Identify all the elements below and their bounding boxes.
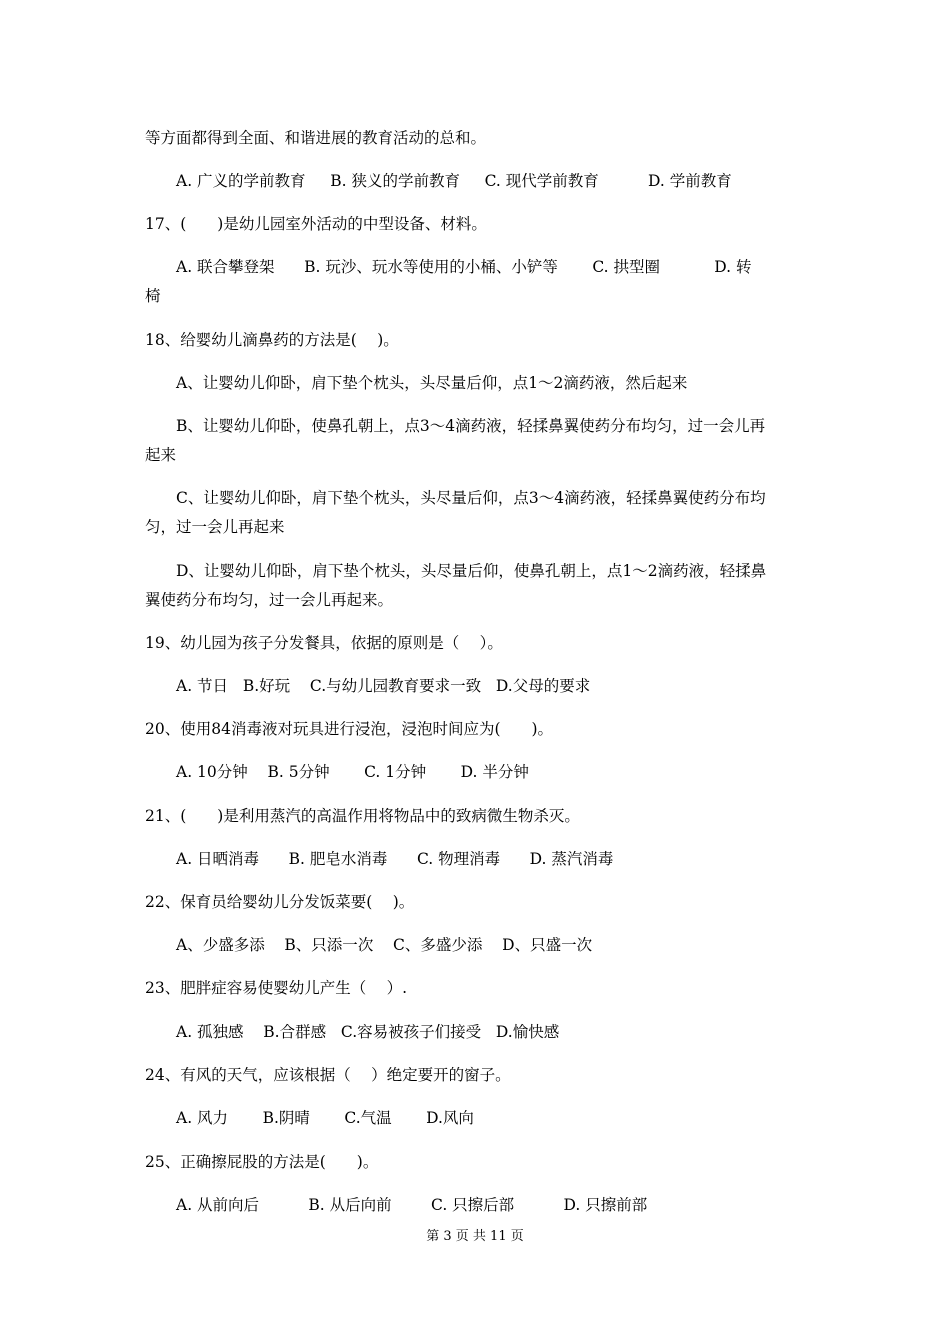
q21-option-d: D. 蒸汽消毒 xyxy=(529,850,614,868)
q22-option-b: B、只添一次 xyxy=(284,936,374,954)
question-16-options xyxy=(176,171,841,191)
q20-option-c: C. 1分钟 xyxy=(364,763,427,781)
q19-option-d: D.父母的要求 xyxy=(495,677,591,695)
question-20-options xyxy=(176,762,841,782)
question-18-option-c: C、让婴幼儿仰卧，肩下垫个枕头，头尽量后仰，点3～4滴药液，轻揉鼻翼使药分布均 xyxy=(176,489,766,507)
q17-option-a: A. 联合攀登架 xyxy=(176,258,275,276)
question-23-options xyxy=(176,1022,841,1042)
q17-option-b: B. 玩沙、玩水等使用的小桶、小铲等 xyxy=(304,258,558,276)
question-21-stem: 21、( )是利用蒸汽的高温作用将物品中的致病微生物杀灭。 xyxy=(145,807,580,825)
q20-option-d: D. 半分钟 xyxy=(460,763,529,781)
q17-option-c: C. 拱型圈 xyxy=(592,258,661,276)
question-19-options xyxy=(176,676,841,696)
q25-option-c: C. 只擦后部 xyxy=(431,1196,515,1214)
q24-option-d: D.风向 xyxy=(426,1109,474,1127)
question-18-stem: 18、给婴幼儿滴鼻药的方法是( )。 xyxy=(145,331,399,349)
q22-option-a: A、少盛多添 xyxy=(176,936,265,954)
q23-option-b: B.合群感 xyxy=(263,1023,327,1041)
question-25-options xyxy=(176,1195,841,1215)
question-18-option-a: A、让婴幼儿仰卧，肩下垫个枕头，头尽量后仰，点1～2滴药液，然后起来 xyxy=(176,374,688,392)
question-18-option-b: B、让婴幼儿仰卧，使鼻孔朝上，点3～4滴药液，轻揉鼻翼使药分布均匀，过一会儿再 xyxy=(176,417,766,435)
q22-option-d: D、只盛一次 xyxy=(502,936,593,954)
q25-option-b: B. 从后向前 xyxy=(308,1196,392,1214)
q25-option-a: A. 从前向后 xyxy=(176,1196,260,1214)
question-24-stem: 24、有风的天气，应该根据（ ）绝定要开的窗子。 xyxy=(145,1066,511,1084)
question-20-stem: 20、使用84消毒液对玩具进行浸泡，浸泡时间应为( )。 xyxy=(145,720,554,738)
q21-option-b: B. 肥皂水消毒 xyxy=(288,850,388,868)
question-21-options xyxy=(176,849,841,869)
q20-option-b: B. 5分钟 xyxy=(267,763,330,781)
q16-option-c: C. 现代学前教育 xyxy=(484,172,599,190)
question-18-option-c-tail: 匀，过一会儿再起来 xyxy=(145,518,285,536)
q23-option-d: D.愉快感 xyxy=(495,1023,560,1041)
q24-option-c: C.气温 xyxy=(344,1109,392,1127)
question-22-options xyxy=(176,935,841,955)
question-24-options xyxy=(176,1108,841,1128)
q19-option-b: B.好玩 xyxy=(242,677,291,695)
q21-option-c: C. 物理消毒 xyxy=(416,850,501,868)
question-25-stem: 25、正确擦屁股的方法是( )。 xyxy=(145,1153,379,1171)
q22-option-c: C、多盛少添 xyxy=(393,936,483,954)
question-18-option-b-tail: 起来 xyxy=(145,446,177,464)
q25-option-d: D. 只擦前部 xyxy=(563,1196,648,1214)
q24-option-a: A. 风力 xyxy=(176,1109,229,1127)
question-23-stem: 23、肥胖症容易使婴幼儿产生（ ）. xyxy=(145,979,408,997)
q23-option-a: A. 孤独感 xyxy=(176,1023,244,1041)
q19-option-a: A. 节日 xyxy=(176,677,229,695)
q16-option-a: A. 广义的学前教育 xyxy=(176,172,306,190)
question-16-continuation: 等方面都得到全面、和谐进展的教育活动的总和。 xyxy=(145,129,487,147)
q16-option-b: B. 狭义的学前教育 xyxy=(330,172,460,190)
q21-option-a: A. 日晒消毒 xyxy=(176,850,260,868)
question-17-options xyxy=(176,257,841,277)
q20-option-a: A. 10分钟 xyxy=(176,763,248,781)
question-17-options-tail: 椅 xyxy=(145,287,161,305)
q23-option-c: C.容易被孩子们接受 xyxy=(340,1023,482,1041)
question-22-stem: 22、保育员给婴幼儿分发饭菜要( )。 xyxy=(145,893,415,911)
question-18-option-d-tail: 翼使药分布均匀，过一会儿再起来。 xyxy=(145,591,394,609)
question-17-stem: 17、( )是幼儿园室外活动的中型设备、材料。 xyxy=(145,215,487,233)
q19-option-c: C.与幼儿园教育要求一致 xyxy=(309,677,482,695)
q24-option-b: B.阴晴 xyxy=(262,1109,310,1127)
question-19-stem: 19、幼儿园为孩子分发餐具，依据的原则是（ ）。 xyxy=(145,634,503,652)
q16-option-d: D. 学前教育 xyxy=(648,172,732,190)
question-18-option-d: D、让婴幼儿仰卧，肩下垫个枕头，头尽量后仰，使鼻孔朝上，点1～2滴药液，轻揉鼻 xyxy=(176,562,767,580)
q17-option-d: D. 转 xyxy=(714,258,752,276)
page-footer: 第 3 页 共 11 页 xyxy=(426,1229,524,1244)
